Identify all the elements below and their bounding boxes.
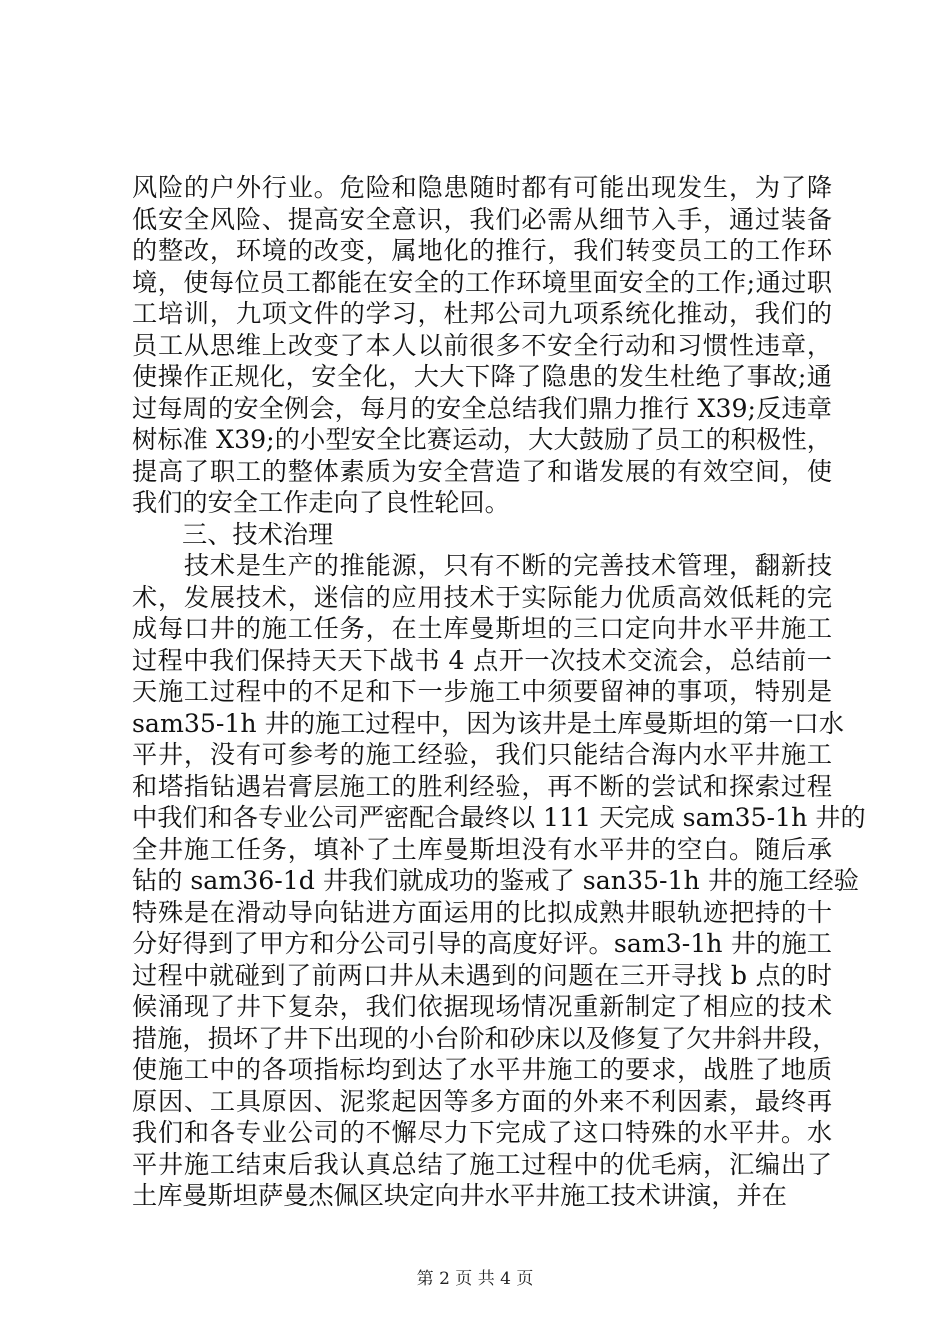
text-line: 员工从思维上改变了本人以前很多不安全行动和习惯性违章， bbox=[132, 330, 832, 360]
section-heading: 三、技术治理 bbox=[182, 519, 334, 549]
text-line: 低安全风险、提高安全意识，我们必需从细节入手，通过装备 bbox=[132, 204, 832, 234]
text-line: 平井，没有可参考的施工经验，我们只能结合海内水平井施工 bbox=[132, 740, 832, 769]
text-line: 原因、工具原因、泥浆起因等多方面的外来不利因素，最终再 bbox=[132, 1086, 832, 1116]
text-line: sam35-1h 井的施工过程中，因为该井是土库曼斯坦的第一口水 bbox=[132, 708, 844, 738]
text-line: 钻的 sam36-1d 井我们就成功的鉴戒了 san35-1h 井的施工经验 bbox=[132, 866, 859, 895]
text-line: 的整改，环境的改变，属地化的推行，我们转变员工的工作环 bbox=[132, 236, 832, 265]
text-line: 过程中我们保持天天下战书 4 点开一次技术交流会，总结前一 bbox=[132, 645, 832, 675]
text-line: 措施，损坏了井下出现的小台阶和砂床以及修复了欠井斜井段， bbox=[132, 1023, 838, 1053]
text-line: 和塔指钻遇岩膏层施工的胜利经验，再不断的尝试和探索过程 bbox=[132, 771, 832, 801]
text-line: 分好得到了甲方和分公司引导的高度好评。sam3-1h 井的施工 bbox=[132, 929, 832, 958]
document-body bbox=[132, 172, 866, 1212]
text-line: 使操作正规化，安全化，大大下降了隐患的发生杜绝了事故;通 bbox=[132, 362, 832, 391]
text-line: 中我们和各专业公司严密配合最终以 111 天完成 sam35-1h 井的 bbox=[132, 803, 866, 832]
text-line: 我们的安全工作走向了良性轮回。 bbox=[132, 488, 510, 517]
text-line: 过程中就碰到了前两口井从未遇到的问题在三开寻找 b 点的时 bbox=[132, 960, 832, 990]
paragraph-technology bbox=[132, 550, 866, 1212]
text-line: 我们和各专业公司的不懈尽力下完成了这口特殊的水平井。水 bbox=[132, 1118, 832, 1147]
text-line: 境，使每位员工都能在安全的工作环境里面安全的工作;通过职 bbox=[132, 267, 832, 297]
text-line: 工培训，九项文件的学习，杜邦公司九项系统化推动，我们的 bbox=[132, 299, 832, 328]
text-line: 候涌现了井下复杂，我们依据现场情况重新制定了相应的技术 bbox=[132, 992, 832, 1021]
text-line: 提高了职工的整体素质为安全营造了和谐发展的有效空间，使 bbox=[132, 456, 832, 486]
text-line: 过每周的安全例会，每月的安全总结我们鼎力推行 X39;反违章 bbox=[132, 393, 832, 423]
text-line: 特殊是在滑动导向钻进方面运用的比拟成熟井眼轨迹把持的十 bbox=[132, 897, 832, 927]
text-line: 技术是生产的推能源，只有不断的完善技术管理，翻新技 bbox=[132, 551, 832, 580]
text-line: 树标准 X39;的小型安全比赛运动，大大鼓励了员工的积极性， bbox=[132, 425, 832, 454]
text-line: 土库曼斯坦萨曼杰佩区块定向井水平井施工技术讲演，并在 bbox=[132, 1181, 787, 1210]
text-line: 全井施工任务，填补了土库曼斯坦没有水平井的空白。随后承 bbox=[132, 834, 832, 864]
text-line: 术，发展技术，迷信的应用技术于实际能力优质高效低耗的完 bbox=[132, 582, 832, 612]
page-footer: 第 2 页 共 4 页 bbox=[416, 1269, 534, 1289]
text-line: 平井施工结束后我认真总结了施工过程中的优毛病，汇编出了 bbox=[132, 1149, 832, 1179]
text-line: 天施工过程中的不足和下一步施工中须要留神的事项，特别是 bbox=[132, 677, 832, 706]
text-line: 使施工中的各项指标均到达了水平井施工的要求，战胜了地质 bbox=[132, 1055, 832, 1084]
text-line: 风险的户外行业。危险和隐患随时都有可能出现发生，为了降 bbox=[132, 173, 832, 202]
paragraph-safety bbox=[132, 172, 832, 519]
text-line: 成每口井的施工任务，在土库曼斯坦的三口定向井水平井施工 bbox=[132, 614, 832, 643]
